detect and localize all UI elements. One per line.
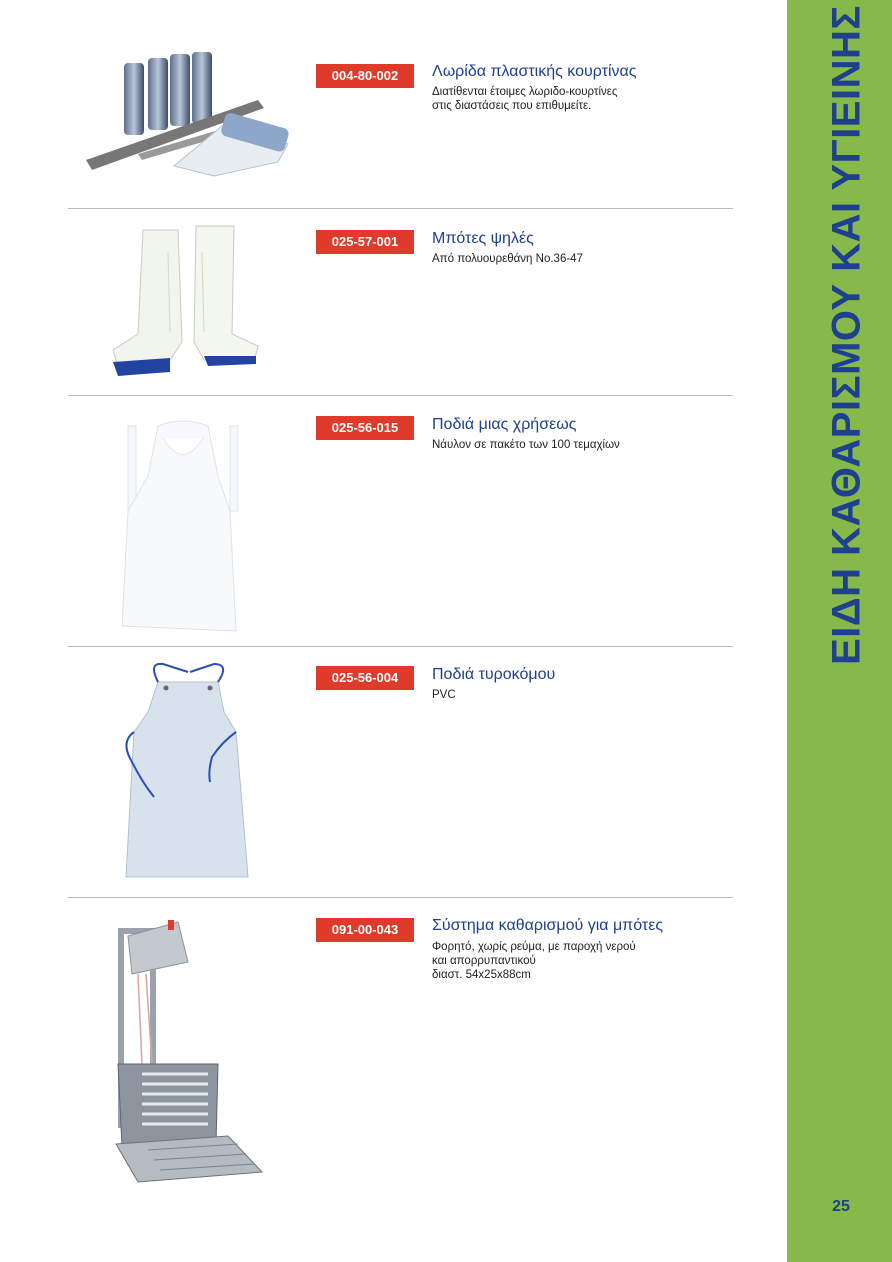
product-name: Ποδιά μιας χρήσεως bbox=[432, 416, 577, 433]
boots-image bbox=[108, 222, 268, 382]
curtain-strip-image bbox=[82, 48, 302, 178]
divider bbox=[68, 395, 733, 396]
disposable-apron-image bbox=[108, 416, 258, 636]
description-line: Διατίθενται έτοιμες λωριδο-κουρτίνες bbox=[432, 86, 618, 98]
divider bbox=[68, 897, 733, 898]
product-code: 025-56-004 bbox=[316, 666, 414, 690]
product-code: 091-00-043 bbox=[316, 918, 414, 942]
description-line: στις διαστάσεις που επιθυμείτε. bbox=[432, 100, 592, 112]
product-description bbox=[432, 688, 692, 702]
description-line: Φορητό, χωρίς ρεύμα, με παροχή νερού bbox=[432, 941, 636, 953]
description-line: Νάυλον σε πακέτο των 100 τεμαχίων bbox=[432, 439, 620, 451]
product-code: 025-56-015 bbox=[316, 416, 414, 440]
product-description bbox=[432, 438, 692, 452]
page-number: 25 bbox=[832, 1198, 850, 1215]
product-description bbox=[432, 252, 692, 266]
product-code: 004-80-002 bbox=[316, 64, 414, 88]
description-line: Από πολυουρεθάνη Νο.36-47 bbox=[432, 253, 583, 265]
product-code: 025-57-001 bbox=[316, 230, 414, 254]
product-name: Σύστημα καθαρισμού για μπότες bbox=[432, 917, 664, 934]
product-description bbox=[432, 85, 692, 113]
product-name: Ποδιά τυροκόμου bbox=[432, 666, 556, 683]
divider bbox=[68, 208, 733, 209]
description-line: και απορρυπαντικού bbox=[432, 955, 536, 967]
description-line: διαστ. 54x25x88cm bbox=[432, 969, 531, 981]
divider bbox=[68, 646, 733, 647]
boot-cleaning-system-image bbox=[98, 914, 278, 1184]
cheesemaker-apron-image bbox=[118, 662, 258, 882]
product-description bbox=[432, 940, 692, 982]
description-line: PVC bbox=[432, 689, 456, 701]
product-name: Λωρίδα πλαστικής κουρτίνας bbox=[432, 63, 637, 80]
section-title: ΕΙΔΗ ΚΑΘΑΡΙΣΜΟΥ ΚΑΙ ΥΓΙΕΙΝΗΣ bbox=[824, 5, 869, 665]
product-name: Μπότες ψηλές bbox=[432, 230, 534, 247]
